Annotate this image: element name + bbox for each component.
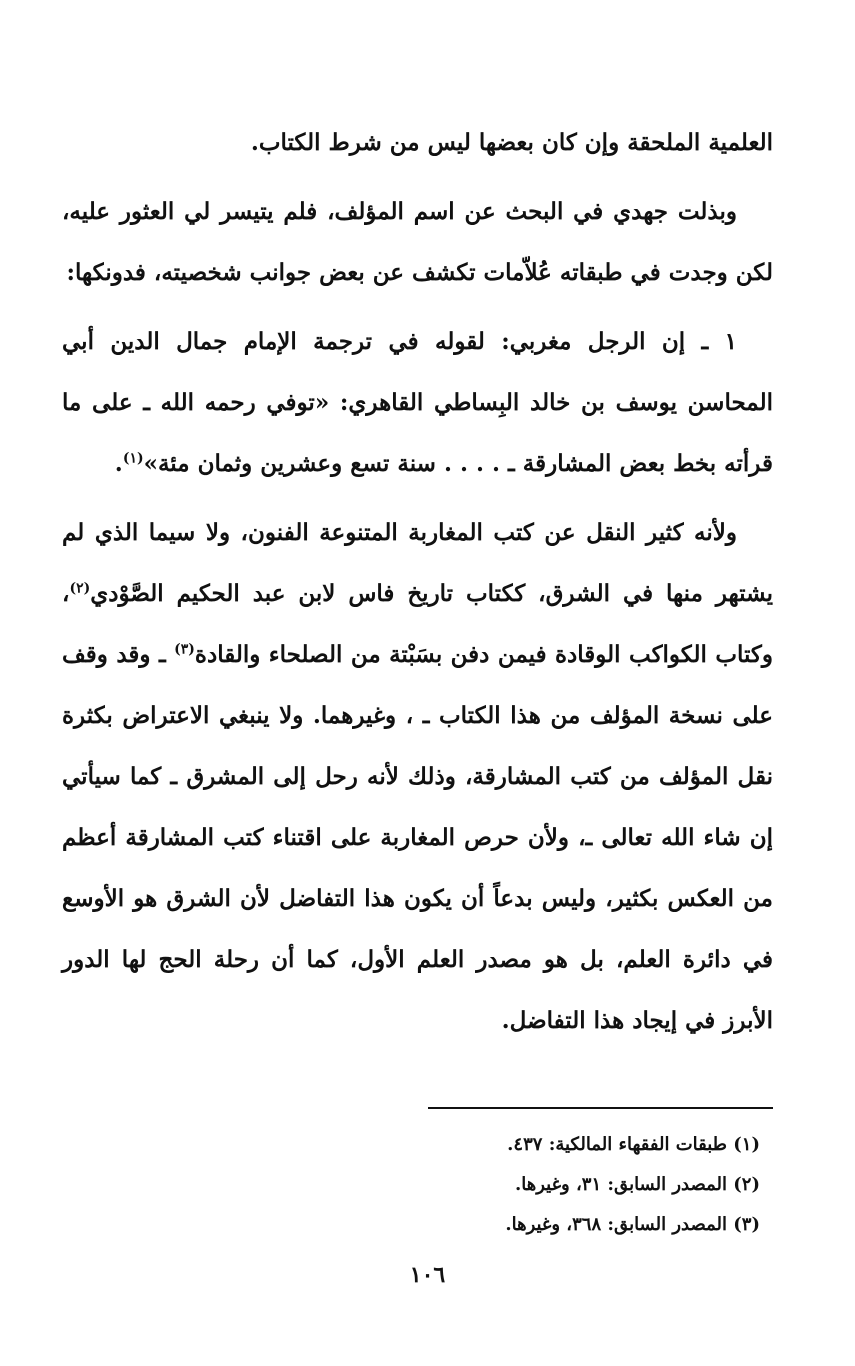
paragraph-text: ١ ـ إن الرجل مغربي: لقوله في ترجمة الإمام جمال الدين أبي المحاسن يوسف بن خالد البِساطي القاهري: «توفي رحمه الله ـ على ما قرأته بخط بعض المشارقة ـ . . . . سنة تسع وعشرين وثمان مئة» (62, 328, 773, 477)
paragraph-text: ولأنه كثير النقل عن كتب المغاربة المتنوعة الفنون، ولا سيما الذي لم يشتهر منها في الشرق، ككتاب تاريخ فاس لابن عبد الحكيم الصَّوْدي (62, 519, 773, 607)
paragraph-continuation (62, 112, 773, 173)
paragraph-author-search (62, 181, 773, 303)
footnote-ref-3[interactable]: (٣) (174, 641, 195, 658)
footnote-separator (428, 1107, 773, 1109)
paragraph-text: العلمية الملحقة وإن كان بعضها ليس من شرط الكتاب. (250, 129, 773, 156)
main-text (62, 112, 773, 1051)
end-punctuation: . (114, 450, 123, 477)
footnote-ref-2[interactable]: (٢) (69, 580, 91, 597)
paragraph-text: ـ وقد وقف على نسخة المؤلف من هذا الكتاب ـ ، وغيرهما. ولا ينبغي الاعتراض بكثرة نقل المؤلف من كتب المشارقة، وذلك لأنه رحل إلى المشرق ـ كما سيأتي إن شاء الله تعالى ـ، ولأن حرص المغاربة على اقتناء كتب المشارقة أعظم من العكس بكثير، وليس بدعاً أن يكون هذا التفاضل لأن الشرق هو الأوسع في دائرة العلم، بل هو مصدر العلم الأول، كما أن رحلة الحج لها الدور الأبرز في إيجاد هذا التفاضل. (62, 641, 773, 1034)
page-number: ١٠٦ (409, 1262, 446, 1288)
paragraph-point-one (62, 311, 773, 494)
footnote-2: (٢) المصدر السابق: ٣١، وغيرها. (515, 1174, 760, 1195)
footnote-ref-1[interactable]: (١) (122, 450, 144, 467)
paragraph-maghrib-sources (62, 502, 773, 1051)
paragraph-text: وبذلت جهدي في البحث عن اسم المؤلف، فلم يتيسر لي العثور عليه، لكن وجدت في طبقاته عُلاّمات تكشف عن بعض جوانب شخصيته، فدونكها: (62, 198, 773, 286)
footnote-1: (١) طبقات الفقهاء المالكية: ٤٣٧. (507, 1134, 760, 1155)
footnote-3: (٣) المصدر السابق: ٣٦٨، وغيرها. (505, 1214, 760, 1235)
footnotes (300, 1125, 760, 1245)
paragraph-text: ، وكتاب الكواكب الوقادة فيمن دفن بسَبْتة من الصلحاء والقادة (62, 580, 773, 668)
